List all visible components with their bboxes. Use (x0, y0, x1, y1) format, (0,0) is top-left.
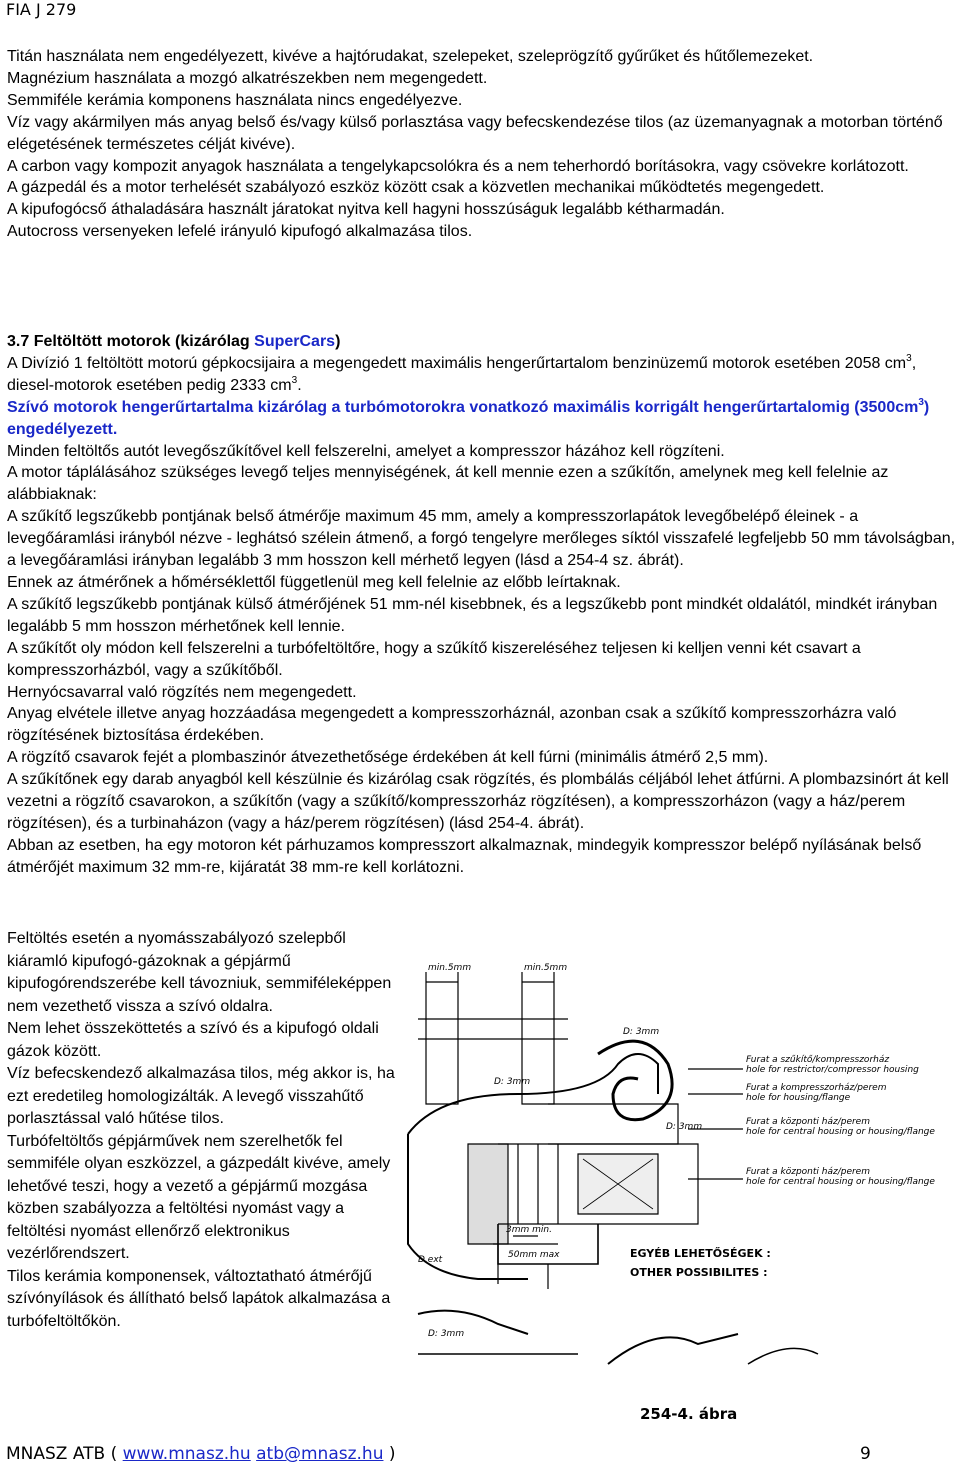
legend-hu: Furat a kompresszorház/perem (746, 1083, 887, 1093)
section-pressure (7, 928, 397, 1333)
paragraph-highlight: Szívó motorok hengerűrtartalma kizárólag a turbómotorokra vonatkozó maximális korrigált hengerűrtartalomig $(3500cm^3)$ engedélyezett. (7, 396, 930, 438)
page-footer: MNASZ ATB ( www.mnasz.hu atb@mnasz.hu ) (6, 1444, 396, 1464)
paragraph: A motor táplálásához szükséges levegő teljes mennyiségének, át kell mennie ezen a szűkítőn, amelynek meg kell felelnie az alábbiaknak: (7, 464, 889, 504)
paragraph: Hernyócsavarral való rögzítés nem megengedett. (7, 683, 357, 701)
paragraph: A gázpedál és a motor terhelését szabályozó eszköz között csak a közvetlen mechanikai működtetés megengedett. (7, 179, 825, 197)
paragraph: A szűkítőt oly módon kell felszerelni a turbófeltöltőre, hogy a szűkítő kiszereléséhez teljesen ki kelljen venni két csavart a kompresszorházból, vagy a szűkítőből. (7, 639, 861, 679)
dim-label: min.5mm (428, 963, 472, 973)
dim-label: min.5mm (524, 963, 568, 973)
document-header: FIA J 279 (6, 0, 77, 19)
page-number: 9 (860, 1444, 871, 1464)
section-heading: 3.7 Feltöltött motorok (kizárólag SuperCars) (7, 333, 341, 350)
paragraph: A szűkítőnek egy darab anyagból kell készülnie és kizárólag csak rögzítés, és plombálás céljából lehet átfúrni. A plombazsinórt át kell vezetni a rögzítő csavarokon, a szűkítőn (vagy a szűkítő/kompresszorház rögzítésen), a kompresszorházon (vagy a ház/perem rögzítésen), és a turbinaházon (vagy a ház/perem rögzítésen) (lásd 254-4. ábrát). (7, 771, 949, 832)
paragraph: Víz vagy akármilyen más anyag belső és/vagy külső porlasztása vagy befecskendezése tilos (az üzemanyagnak a motorban történő elégetésének természetes célját kivéve). (7, 113, 943, 153)
dim-label: D: 3mm (623, 1027, 660, 1037)
paragraph: Feltöltés esetén a nyomásszabályozó szelepből kiáramló kipufogó-gázoknak a gépjármű kipufogórendszerébe kell távozniuk, semmiféleképpen nem vezethető vissza a szívó oldalra. (7, 930, 392, 1015)
dim-label: 50mm max (508, 1250, 560, 1260)
paragraph: Anyag elvétele illetve anyag hozzáadása megengedett a kompresszorháznál, azonban csak a szűkítő kompresszorházra való rögzítésének biztosítása érdekében. (7, 705, 897, 745)
dim-label: D: 3mm (428, 1329, 465, 1339)
paragraph: A carbon vagy kompozit anyagok használata a tengelykapcsolókra és a nem teherhordó borításokra, vagy csövekre korlátozott. (7, 157, 909, 175)
legend-en: hole for restrictor/compressor housing (746, 1065, 919, 1075)
paragraph: Turbófeltöltős gépjárművek nem szerelhetők fel semmiféle olyan eszközzel, a gázpedált kivéve, amely lehetővé teszi, hogy a vezető a gépjármű mozgása közben szabályozza a feltöltési nyomást vagy a feltöltési nyomást ellenőrző elektronikus vezérlőrendszert. (7, 1132, 391, 1262)
paragraph: Autocross versenyeken lefelé irányuló kipufogó alkalmazása tilos. (7, 223, 473, 241)
website-link[interactable]: www.mnasz.hu (122, 1444, 251, 1464)
paragraph: A szűkítő legszűkebb pontjának belső átmérője maximum 45 mm, amely a kompresszorlapátok levegőbelépő éleinek - a levegőáramlási irányból nézve - leghátsó szélein átmenő, a forgó tengelyre merőleges síktól visszafelé legfeljebb 50 mm távolságban, a levegőáramlási irányban legalább 3 mm hosszon kell mérhető legyen (lásd a 254-4 sz. ábrát). (7, 508, 956, 570)
supercars-label: SuperCars (254, 333, 336, 350)
legend-en: hole for housing/flange (746, 1093, 851, 1103)
turbo-restrictor-drawing (398, 944, 958, 1384)
legend-en: hole for central housing or housing/flange (746, 1127, 935, 1137)
paragraph: A kipufogócső áthaladására használt járatokat nyitva kell hagyni hosszúságuk legalább kétharmadán. (7, 201, 725, 219)
legend-en: hole for central housing or housing/flange (746, 1177, 935, 1187)
figure-caption: 254-4. ábra (640, 1405, 738, 1423)
paragraph: Titán használata nem engedélyezett, kivéve a hajtórudakat, szelepeket, szeleprögzítő gyűrűket és hűtőlemezeket. (7, 48, 814, 65)
paragraph-displacement: A Divízió 1 feltöltött motorú gépkocsijaira a megengedett maximális hengerűrtartalom benzinüzemű motorok esetében 2058 $cm^3$, diesel-motorok esetében pedig 2333 $cm^3$. (7, 352, 917, 394)
paragraph: A rögzítő csavarok fejét a plombaszinór átvezethetősége érdekében át kell fúrni (minimális átmérő 2,5 mm). (7, 749, 769, 767)
dim-label: D: 3mm (494, 1077, 531, 1087)
legend-hu: Furat a központi ház/perem (746, 1117, 870, 1127)
paragraph: Tilos kerámia komponensek, változtatható átmérőjű szívónyílások és állítható belső lapátok alkalmazása a turbófeltöltőkön. (7, 1267, 391, 1330)
dim-label: D: 3mm (666, 1122, 703, 1132)
paragraph: Víz befecskendező alkalmazása tilos, még akkor is, ha ezt eredetileg homologizálták. A levegő visszahűtő porlasztással való hűtése tilos. (7, 1065, 395, 1127)
paragraph: Minden feltöltős autót levegőszűkítővel kell felszerelni, amelyet a kompresszor házához kell rögzíteni. (7, 442, 725, 460)
email-link[interactable]: atb@mnasz.hu (256, 1444, 384, 1464)
paragraph: Ennek az átmérőnek a hőmérséklettől függetlenül meg kell felelnie az előbb leírtaknak. (7, 573, 621, 591)
paragraph: Semmiféle kerámia komponens használata nincs engedélyezve. (7, 91, 463, 109)
section-materials (7, 46, 957, 243)
paragraph: Abban az esetben, ha egy motoron két párhuzamos kompresszort alkalmaznak, mindegyik kompresszor belépő nyílásának belső átmérőjét maximum 32 mm-re, kijáratát 38 mm-re kell korlátozni. (7, 836, 922, 876)
other-possibilities-hu: EGYÉB LEHETŐSÉGEK : (630, 1247, 771, 1260)
paragraph: A szűkítő legszűkebb pontjának külső átmérőjének 51 mm-nél kisebbnek, és a legszűkebb pont mindkét oldalától, mindkét irányban legalább 5 mm hosszon mérhetőnek kell lennie. (7, 595, 938, 635)
section-supercharged (7, 331, 957, 879)
paragraph: Nem lehet összeköttetés a szívó és a kipufogó oldali gázok között. (7, 1020, 379, 1060)
legend-hu: Furat a központi ház/perem (746, 1167, 870, 1177)
paragraph: Magnézium használata a mozgó alkatrészekben nem megengedett. (7, 69, 488, 87)
legend-hu: Furat a szűkítő/kompresszorház (746, 1055, 890, 1065)
other-possibilities-en: OTHER POSSIBILITES : (630, 1266, 768, 1279)
dim-label: 3mm min. (506, 1225, 552, 1235)
dim-label: D.ext (418, 1255, 443, 1265)
